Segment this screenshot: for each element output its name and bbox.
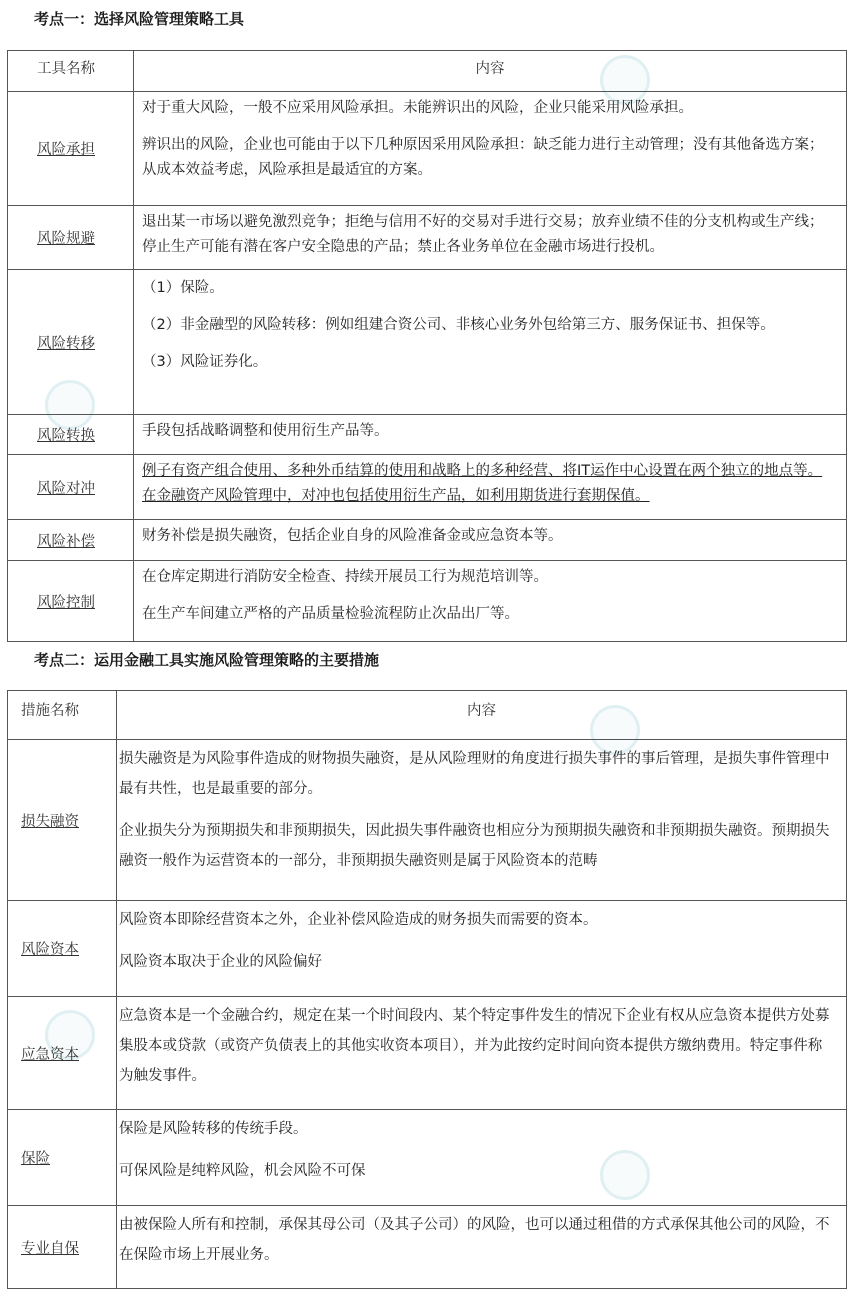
tool-content-cell <box>134 206 847 270</box>
content-text: （2）非金融型的风险转移：例如组建合资公司、非核心业务外包给第三方、服务保证书、担保等。 <box>142 317 775 333</box>
tool-name-link[interactable]: 风险承担 <box>37 142 95 158</box>
tool-name-link[interactable]: 风险转移 <box>37 335 95 352</box>
content-text: 可保风险是纯粹风险，机会风险不可保 <box>119 1163 366 1179</box>
content-text: 风险资本即除经营资本之外，企业补偿风险造成的财务损失而需要的资本。 <box>119 912 598 928</box>
measure-name-link[interactable]: 专业自保 <box>21 1240 79 1257</box>
header-measure-name: 措施名称 <box>8 691 117 740</box>
measure-name-cell <box>8 1206 117 1289</box>
tool-content-cell <box>134 415 847 455</box>
tool-name-link[interactable]: 风险规避 <box>37 231 95 247</box>
measure-content-cell <box>117 1110 847 1206</box>
table-header-row <box>8 51 847 92</box>
header-tool-name: 工具名称 <box>8 51 134 92</box>
tool-name-link[interactable]: 风险转换 <box>37 428 95 444</box>
measure-name-link[interactable]: 应急资本 <box>21 1046 79 1063</box>
tool-name-cell <box>8 520 134 561</box>
content-text: 应急资本是一个金融合约，规定在某一个时间段内、某个特定事件发生的情况下企业有权从应急资本提供方处募集股本或贷款（或资产负债表上的其他实收资本项目），并为此按约定时间向资本提供方缴纳费用。特定事件称为触发事件。 <box>119 1008 830 1084</box>
header-content: 内容 <box>134 51 847 92</box>
header-content: 内容 <box>117 691 847 740</box>
tool-name-cell <box>8 92 134 206</box>
content-text: 对于重大风险，一般不应采用风险承担。未能辨识出的风险，企业只能采用风险承担。 <box>142 100 693 116</box>
table-row <box>8 455 847 520</box>
strategy-tools-table <box>7 50 847 642</box>
measure-name-link[interactable]: 风险资本 <box>21 942 79 958</box>
table-row <box>8 520 847 561</box>
measure-name-cell <box>8 1110 117 1206</box>
measure-content-cell <box>117 740 847 901</box>
measure-content-cell <box>117 997 847 1110</box>
table-row <box>8 92 847 206</box>
table-row <box>8 997 847 1110</box>
tool-name-cell <box>8 561 134 642</box>
measure-content-cell <box>117 901 847 997</box>
section1-title: 考点一：选择风险管理策略工具 <box>34 10 245 28</box>
tool-name-cell <box>8 455 134 520</box>
tool-name-cell <box>8 206 134 270</box>
measure-content-cell <box>117 1206 847 1289</box>
tool-name-link[interactable]: 风险对冲 <box>37 480 95 497</box>
table-row <box>8 740 847 901</box>
content-text: 损失融资是为风险事件造成的财物损失融资，是从风险理财的角度进行损失事件的事后管理，是损失事件管理中最有共性，也是最重要的部分。 <box>119 751 830 797</box>
content-text: 手段包括战略调整和使用衍生产品等。 <box>142 423 389 439</box>
table-header-row <box>8 691 847 740</box>
table-row <box>8 901 847 997</box>
table-row <box>8 1110 847 1206</box>
tool-content-cell <box>134 561 847 642</box>
content-text: （3）风险证券化。 <box>142 354 268 370</box>
measure-name-link[interactable]: 损失融资 <box>21 813 79 830</box>
tool-name-link[interactable]: 风险补偿 <box>37 533 95 550</box>
content-text: 辨识出的风险，企业也可能由于以下几种原因采用风险承担：缺乏能力进行主动管理；没有其他备选方案；从成本效益考虑，风险承担是最适宜的方案。 <box>142 137 824 178</box>
content-text: （1）保险。 <box>142 280 224 296</box>
table-row <box>8 561 847 642</box>
content-text: 例子有资产组合使用、多种外币结算的使用和战略上的多种经营、将IT运作中心设置在两个独立的地点等。在金融资产风险管理中，对冲也包括使用衍生产品，如利用期货进行套期保值。 <box>142 463 823 504</box>
tool-content-cell <box>134 270 847 415</box>
content-text: 在生产车间建立严格的产品质量检验流程防止次品出厂等。 <box>142 606 519 622</box>
tool-content-cell <box>134 520 847 561</box>
content-text: 在仓库定期进行消防安全检查、持续开展员工行为规范培训等。 <box>142 569 548 585</box>
content-text: 财务补偿是损失融资，包括企业自身的风险准备金或应急资本等。 <box>142 528 563 544</box>
tool-content-cell <box>134 455 847 520</box>
measure-name-link[interactable]: 保险 <box>21 1151 50 1167</box>
table-row <box>8 270 847 415</box>
tool-name-link[interactable]: 风险控制 <box>37 594 95 611</box>
content-text: 风险资本取决于企业的风险偏好 <box>119 954 322 970</box>
measure-name-cell <box>8 740 117 901</box>
table-row <box>8 206 847 270</box>
table-row <box>8 415 847 455</box>
tool-content-cell <box>134 92 847 206</box>
content-text: 退出某一市场以避免激烈竞争；拒绝与信用不好的交易对手进行交易；放弃业绩不佳的分支机构或生产线；停止生产可能有潜在客户安全隐患的产品；禁止各业务单位在金融市场进行投机。 <box>142 214 824 255</box>
content-text: 保险是风险转移的传统手段。 <box>119 1121 308 1137</box>
content-text: 由被保险人所有和控制，承保其母公司（及其子公司）的风险，也可以通过租借的方式承保其他公司的风险，不在保险市场上开展业务。 <box>119 1217 830 1263</box>
table-row <box>8 1206 847 1289</box>
measure-name-cell <box>8 901 117 997</box>
section2-title: 考点二：运用金融工具实施风险管理策略的主要措施 <box>34 651 380 669</box>
tool-name-cell <box>8 270 134 415</box>
financial-tools-table <box>7 690 847 1289</box>
tool-name-cell <box>8 415 134 455</box>
measure-name-cell <box>8 997 117 1110</box>
content-text: 企业损失分为预期损失和非预期损失，因此损失事件融资也相应分为预期损失融资和非预期损失融资。预期损失融资一般作为运营资本的一部分，非预期损失融资则是属于风险资本的范畴 <box>119 823 830 869</box>
